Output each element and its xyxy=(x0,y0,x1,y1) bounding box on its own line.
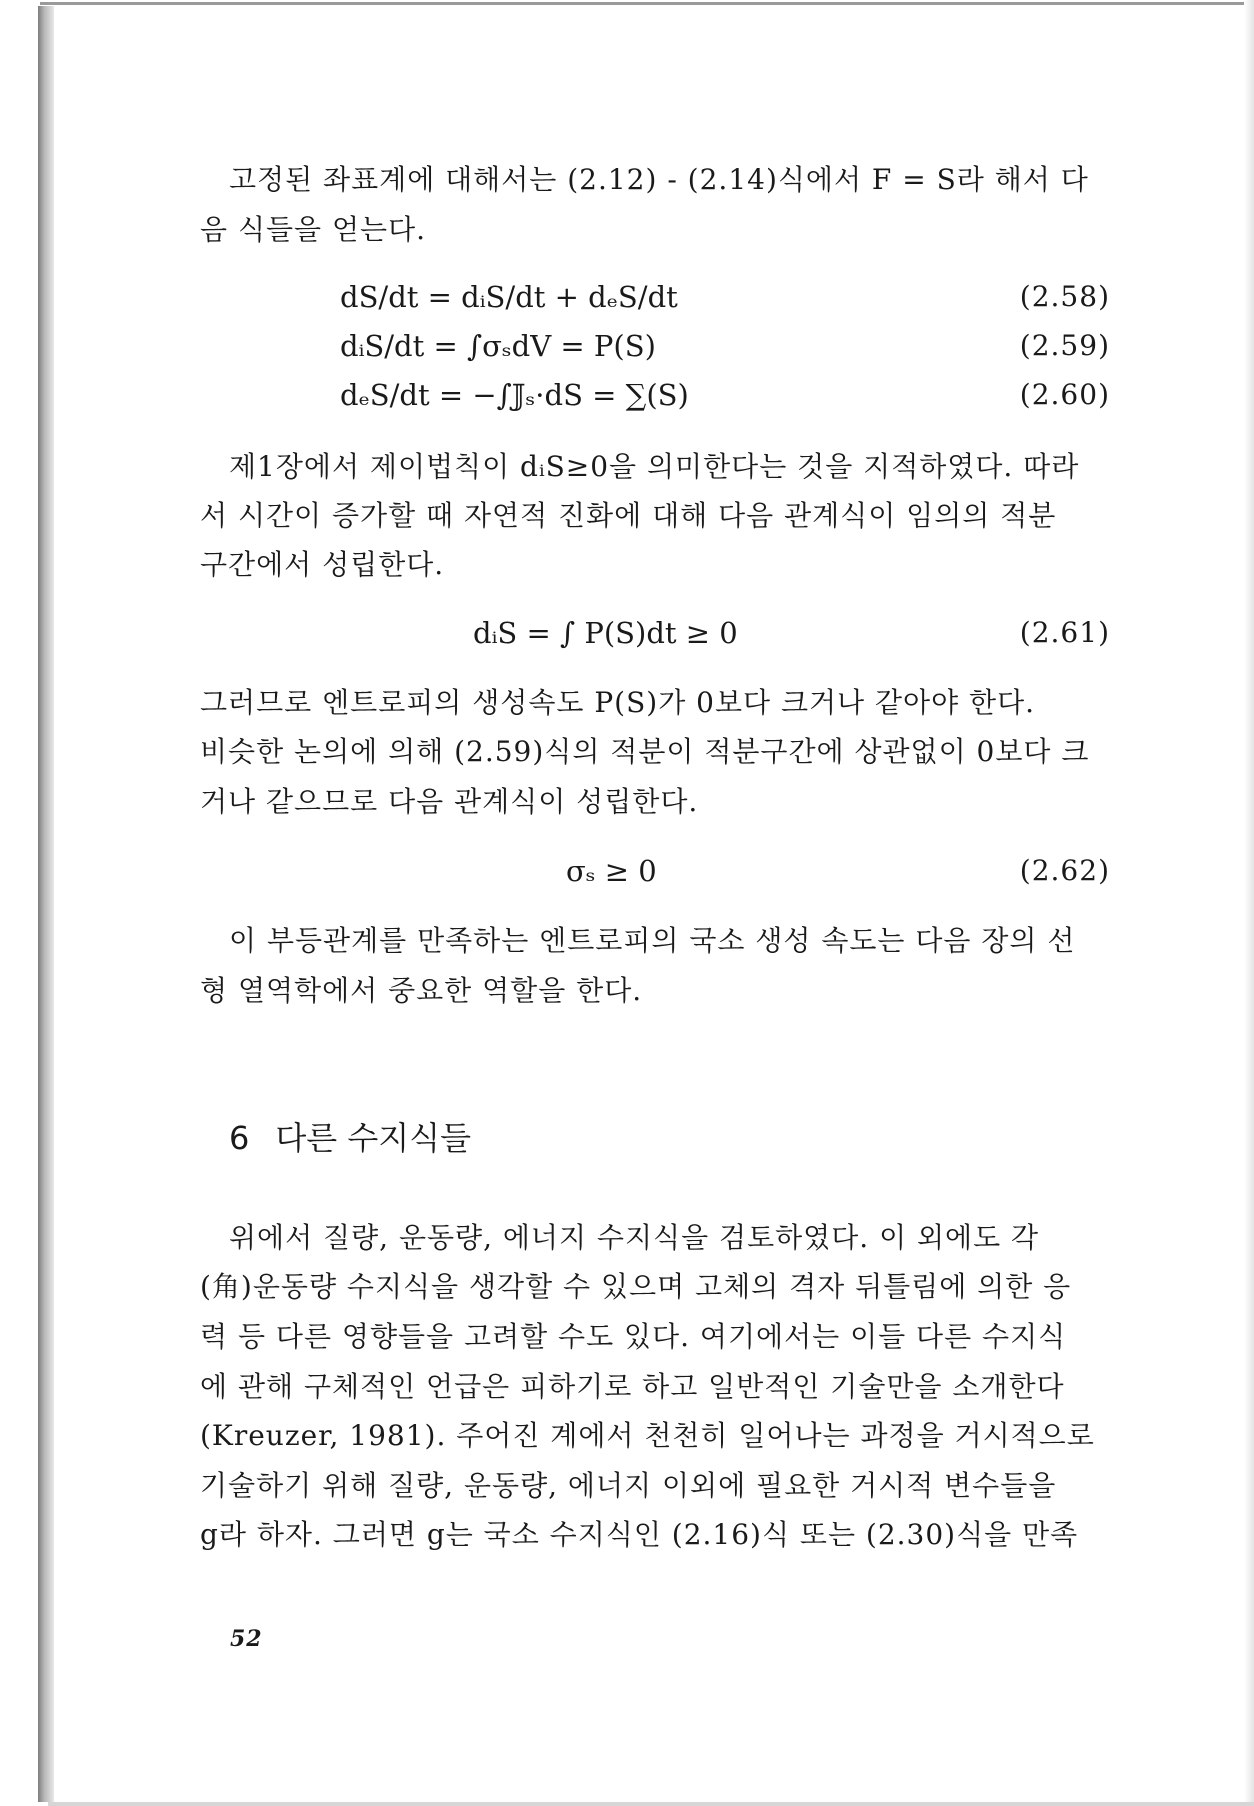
paragraph-5-line-4: 에 관해 구체적인 언급은 피하기로 하고 일반적인 기술만을 소개한다 xyxy=(200,1370,1065,1403)
section-number: 6 xyxy=(229,1119,250,1157)
paragraph-4-line-2: 형 열역학에서 중요한 역할을 한다. xyxy=(200,974,643,1007)
equation-2-59: dᵢS/dt = ∫σₛdV = P(S) xyxy=(340,329,656,363)
equation-2-62: σₛ ≥ 0 xyxy=(566,854,657,888)
paragraph-5-line-1: 위에서 질량, 운동량, 에너지 수지식을 검토하였다. 이 외에도 각 xyxy=(229,1221,1040,1254)
paragraph-1-line-1: 고정된 좌표계에 대해서는 (2.12) - (2.14)식에서 F = S라 해서 다 xyxy=(229,163,1089,196)
paragraph-5-line-5: (Kreuzer, 1981). 주어진 계에서 천천히 일어나는 과정을 거시적으로 xyxy=(200,1419,1095,1452)
page-edge-left xyxy=(38,6,54,1802)
paragraph-1-line-2: 음 식들을 얻는다. xyxy=(200,213,427,246)
paragraph-4-line-1: 이 부등관계를 만족하는 엔트로피의 국소 생성 속도는 다음 장의 선 xyxy=(229,924,1076,957)
paragraph-3-line-2: 비슷한 논의에 의해 (2.59)식의 적분이 적분구간에 상관없이 0보다 크 xyxy=(200,735,1090,768)
equation-number-2-58: (2.58) xyxy=(1019,280,1110,313)
equation-number-2-62: (2.62) xyxy=(1019,854,1110,887)
paragraph-2-line-2: 서 시간이 증가할 때 자연적 진화에 대해 다음 관계식이 임의의 적분 xyxy=(200,499,1057,532)
equation-number-2-61: (2.61) xyxy=(1019,616,1110,649)
paragraph-5-line-6: 기술하기 위해 질량, 운동량, 에너지 이외에 필요한 거시적 변수들을 xyxy=(200,1469,1057,1502)
paragraph-5-line-7: g라 하자. 그러면 g는 국소 수지식인 (2.16)식 또는 (2.30)식을 만족 xyxy=(200,1518,1079,1551)
section-title: 다른 수지식들 xyxy=(275,1119,472,1157)
page-number: 52 xyxy=(230,1626,263,1652)
paragraph-5-line-2: (角)운동량 수지식을 생각할 수 있으며 고체의 격자 뒤틀림에 의한 응 xyxy=(200,1270,1072,1303)
equation-number-2-60: (2.60) xyxy=(1019,378,1110,411)
page-edge-right xyxy=(1244,0,1254,1806)
paragraph-5-line-3: 력 등 다른 영향들을 고려할 수도 있다. 여기에서는 이들 다른 수지식 xyxy=(200,1320,1067,1353)
paragraph-2-line-1: 제1장에서 제이법칙이 dᵢS≥0을 의미한다는 것을 지적하였다. 따라 xyxy=(229,450,1080,483)
page-edge-bottom xyxy=(48,1802,1254,1806)
paragraph-3-line-3: 거나 같으므로 다음 관계식이 성립한다. xyxy=(200,785,699,818)
equation-2-61: dᵢS = ∫ P(S)dt ≥ 0 xyxy=(473,616,738,650)
section-heading xyxy=(229,1118,471,1158)
equation-number-2-59: (2.59) xyxy=(1019,329,1110,362)
paragraph-3-line-1: 그러므로 엔트로피의 생성속도 P(S)가 0보다 크거나 같아야 한다. xyxy=(200,686,1036,719)
equation-2-60: dₑS/dt = −∫𝕁ₛ·dS = ∑(S) xyxy=(340,378,689,412)
paragraph-2-line-3: 구간에서 성립한다. xyxy=(200,548,445,581)
equation-2-58: dS/dt = dᵢS/dt + dₑS/dt xyxy=(340,280,678,314)
